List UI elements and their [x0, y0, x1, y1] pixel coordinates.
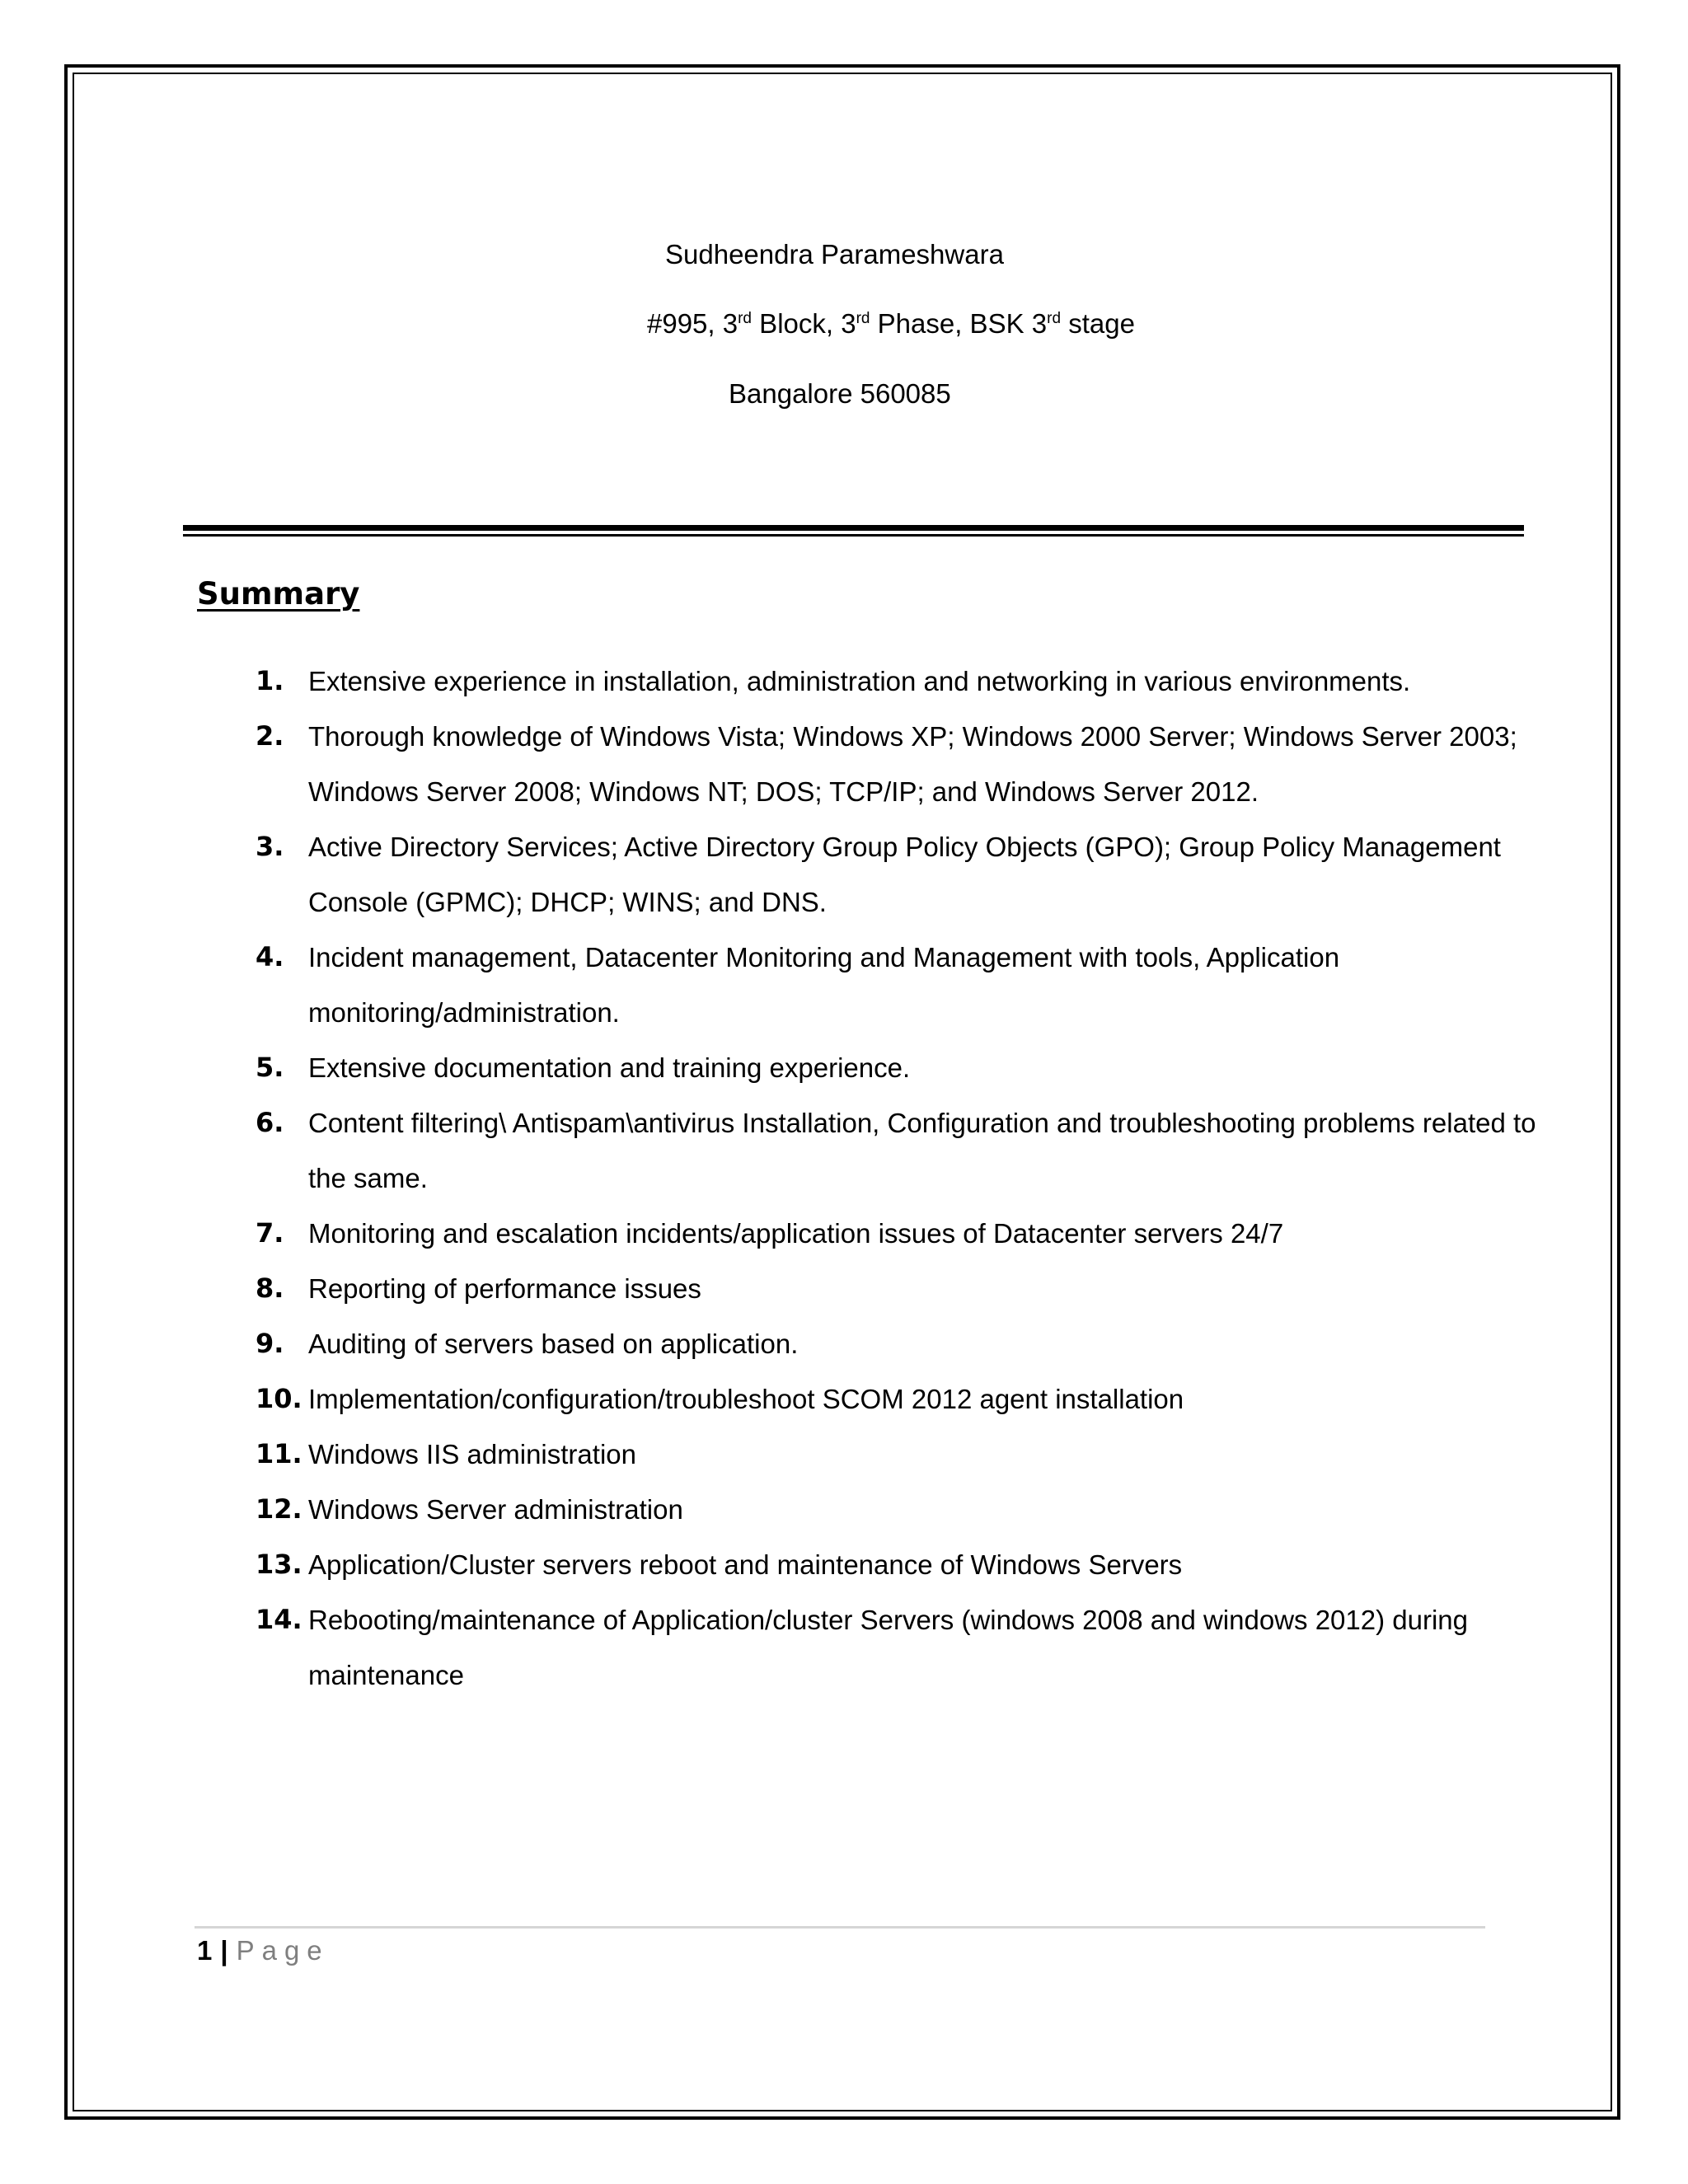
summary-item-number: 8. [256, 1272, 284, 1304]
ordinal-suffix: rd [738, 310, 753, 327]
summary-item-text: Windows IIS administration [308, 1439, 636, 1469]
summary-item-number: 1. [256, 665, 284, 696]
summary-item-text: Extensive experience in installation, administration and networking in various environments. [308, 666, 1411, 696]
summary-heading: Summary [197, 576, 360, 612]
summary-item-text: Application/Cluster servers reboot and maintenance of Windows Servers [308, 1549, 1183, 1580]
summary-item [256, 1316, 1541, 1371]
summary-item [256, 1040, 1541, 1095]
summary-item [256, 654, 1541, 709]
summary-item-text: Auditing of servers based on application. [308, 1329, 799, 1359]
summary-item-number: 3. [256, 831, 284, 862]
summary-item-number: 10. [256, 1383, 302, 1414]
ordinal-suffix: rd [1047, 310, 1062, 327]
summary-item-text: Implementation/configuration/troubleshoot SCOM 2012 agent installation [308, 1384, 1184, 1414]
page-label: Page [236, 1935, 330, 1966]
summary-item [256, 1095, 1541, 1206]
summary-item [256, 1261, 1541, 1316]
summary-item-number: 12. [256, 1493, 302, 1525]
candidate-name: Sudheendra Parameshwara [665, 239, 1004, 269]
address-part: Phase, BSK 3 [870, 308, 1048, 339]
summary-item-text: Extensive documentation and training experience. [308, 1052, 911, 1083]
summary-item-number: 9. [256, 1328, 284, 1359]
summary-item [256, 1537, 1541, 1592]
summary-list [256, 654, 1541, 1703]
address-part: stage [1061, 308, 1135, 339]
header-divider-thin [183, 534, 1524, 537]
summary-item-text: Active Directory Services; Active Directory Group Policy Objects (GPO); Group Policy Management Console (GPMC); DHCP; WINS; and DNS. [308, 832, 1501, 917]
summary-item-number: 7. [256, 1217, 284, 1249]
summary-item [256, 1206, 1541, 1261]
ordinal-suffix: rd [856, 310, 870, 327]
summary-item-number: 4. [256, 941, 284, 972]
summary-item [256, 1482, 1541, 1537]
header-divider-thick [183, 525, 1524, 531]
summary-item-text: Windows Server administration [308, 1494, 683, 1525]
summary-item-number: 2. [256, 720, 284, 752]
summary-item [256, 1592, 1541, 1703]
summary-item [256, 930, 1541, 1040]
summary-item-text: Monitoring and escalation incidents/application issues of Datacenter servers 24/7 [308, 1218, 1284, 1249]
summary-item [256, 709, 1541, 819]
summary-item [256, 819, 1541, 930]
address-part: #995, 3 [647, 308, 738, 339]
summary-item-number: 5. [256, 1052, 284, 1083]
summary-item [256, 1371, 1541, 1427]
page-number: 1 [197, 1935, 213, 1966]
summary-item-text: Rebooting/maintenance of Application/cluster Servers (windows 2008 and windows 2012) during maintenance [308, 1605, 1468, 1690]
summary-item-text: Incident management, Datacenter Monitoring and Management with tools, Application monitoring/administration. [308, 942, 1340, 1028]
summary-item-number: 13. [256, 1549, 302, 1580]
candidate-city: Bangalore 560085 [729, 378, 951, 409]
address-part: Block, 3 [752, 308, 856, 339]
footer-separator: | [220, 1935, 228, 1966]
summary-item-number: 6. [256, 1107, 284, 1138]
page-footer [197, 1934, 330, 1967]
summary-item-text: Thorough knowledge of Windows Vista; Windows XP; Windows 2000 Server; Windows Server 2003; Windows Server 2008; Windows NT; DOS; TCP/IP; and Windows Server 2012. [308, 721, 1517, 807]
summary-item [256, 1427, 1541, 1482]
candidate-address [647, 307, 1135, 340]
summary-item-text: Content filtering\ Antispam\antivirus Installation, Configuration and troubleshooting problems related to the same. [308, 1108, 1536, 1193]
footer-divider [195, 1926, 1485, 1929]
summary-item-number: 11. [256, 1438, 302, 1469]
summary-item-text: Reporting of performance issues [308, 1273, 701, 1304]
summary-item-number: 14. [256, 1604, 302, 1635]
